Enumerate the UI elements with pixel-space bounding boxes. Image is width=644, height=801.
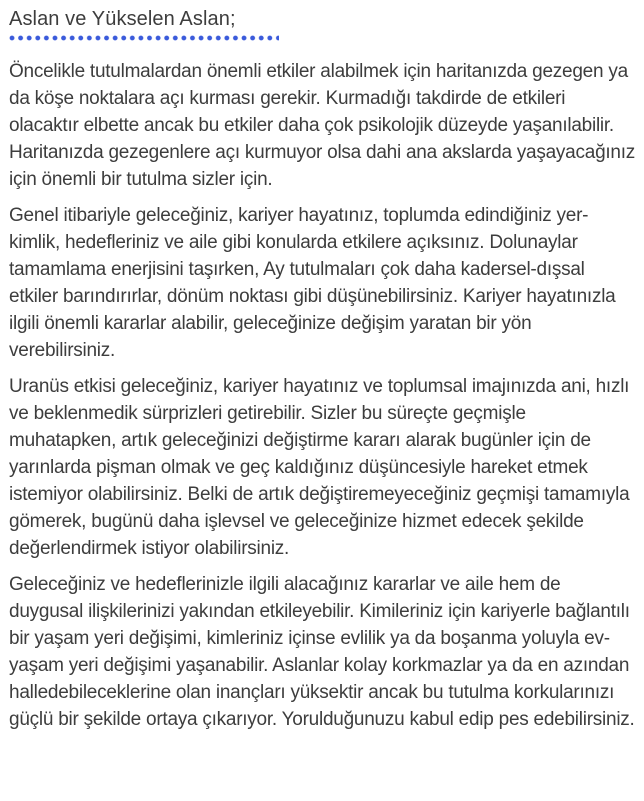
paragraph-future-decisions: Geleceğiniz ve hedeflerinizle ilgili alacağınız kararlar ve aile hem de duygusal ilişkilerinizi yakından etkileyebilir. Kimileriniz için kariyerle bağlantılı bir yaşam yeri değişimi, kimleriniz içinse evlilik ya da boşanma yoluyla ev-yaşam yeri değişimi yaşanabilir. Aslanlar kolay korkmazlar ya da en azından halledebileceklerine olan inançları yüksektir ancak bu tutulma korkularınızı güçlü bir şekilde ortaya çıkarıyor. Yorulduğunuzu kabul edip pes edebilirsiniz. [9, 574, 635, 730]
title-underline-divider [9, 35, 279, 41]
article-text [9, 58, 636, 733]
paragraph-uranus-effect: Uranüs etkisi geleceğiniz, kariyer hayatınız ve toplumsal imajınızda ani, hızlı ve beklenmedik sürprizleri getirebilir. Sizler bu süreçte geçmişle muhatapken, artık geleceğinizi değiştirme kararı alarak bugünler için de yarınlarda pişman olmak ve geç kaldığınız düşüncesiyle hareket etmek istemiyor olabilirsiniz. Belki de artık değiştiremeyeceğiniz geçmişi tamamıyla gömerek, bugünü daha işlevsel ve geleceğinize hizmet edecek şekilde değerlendirmek istiyor olabilirsiniz. [9, 376, 630, 559]
paragraph-eclipse-aspects: Öncelikle tutulmalardan önemli etkiler alabilmek için haritanızda gezegen ya da köşe noktalara açı kurması gerekir. Kurmadığı takdirde de etkileri olacaktır elbette ancak bu etkiler daha çok psikolojik düzeyde yaşanılabilir. Haritanızda gezegenlere açı kurmuyor olsa dahi ana akslarda yaşayacağınız için önemli bir tutulma sizler için. [9, 61, 636, 190]
paragraph-general-effects: Genel itibariyle geleceğiniz, kariyer hayatınız, toplumda edindiğiniz yer-kimlik, hedefleriniz ve aile gibi konularda etkilere açıksınız. Dolunaylar tamamlama enerjisini taşırken, Ay tutulmaları çok daha kadersel-dışsal etkiler barındırırlar, dönüm noktası gibi düşünebilirsiniz. Kariyer hayatınızla ilgili önemli kararlar alabilir, geleceğinize değişim yaratan bir yön verebilirsiniz. [9, 205, 616, 361]
page-title: Aslan ve Yükselen Aslan; [9, 8, 236, 30]
